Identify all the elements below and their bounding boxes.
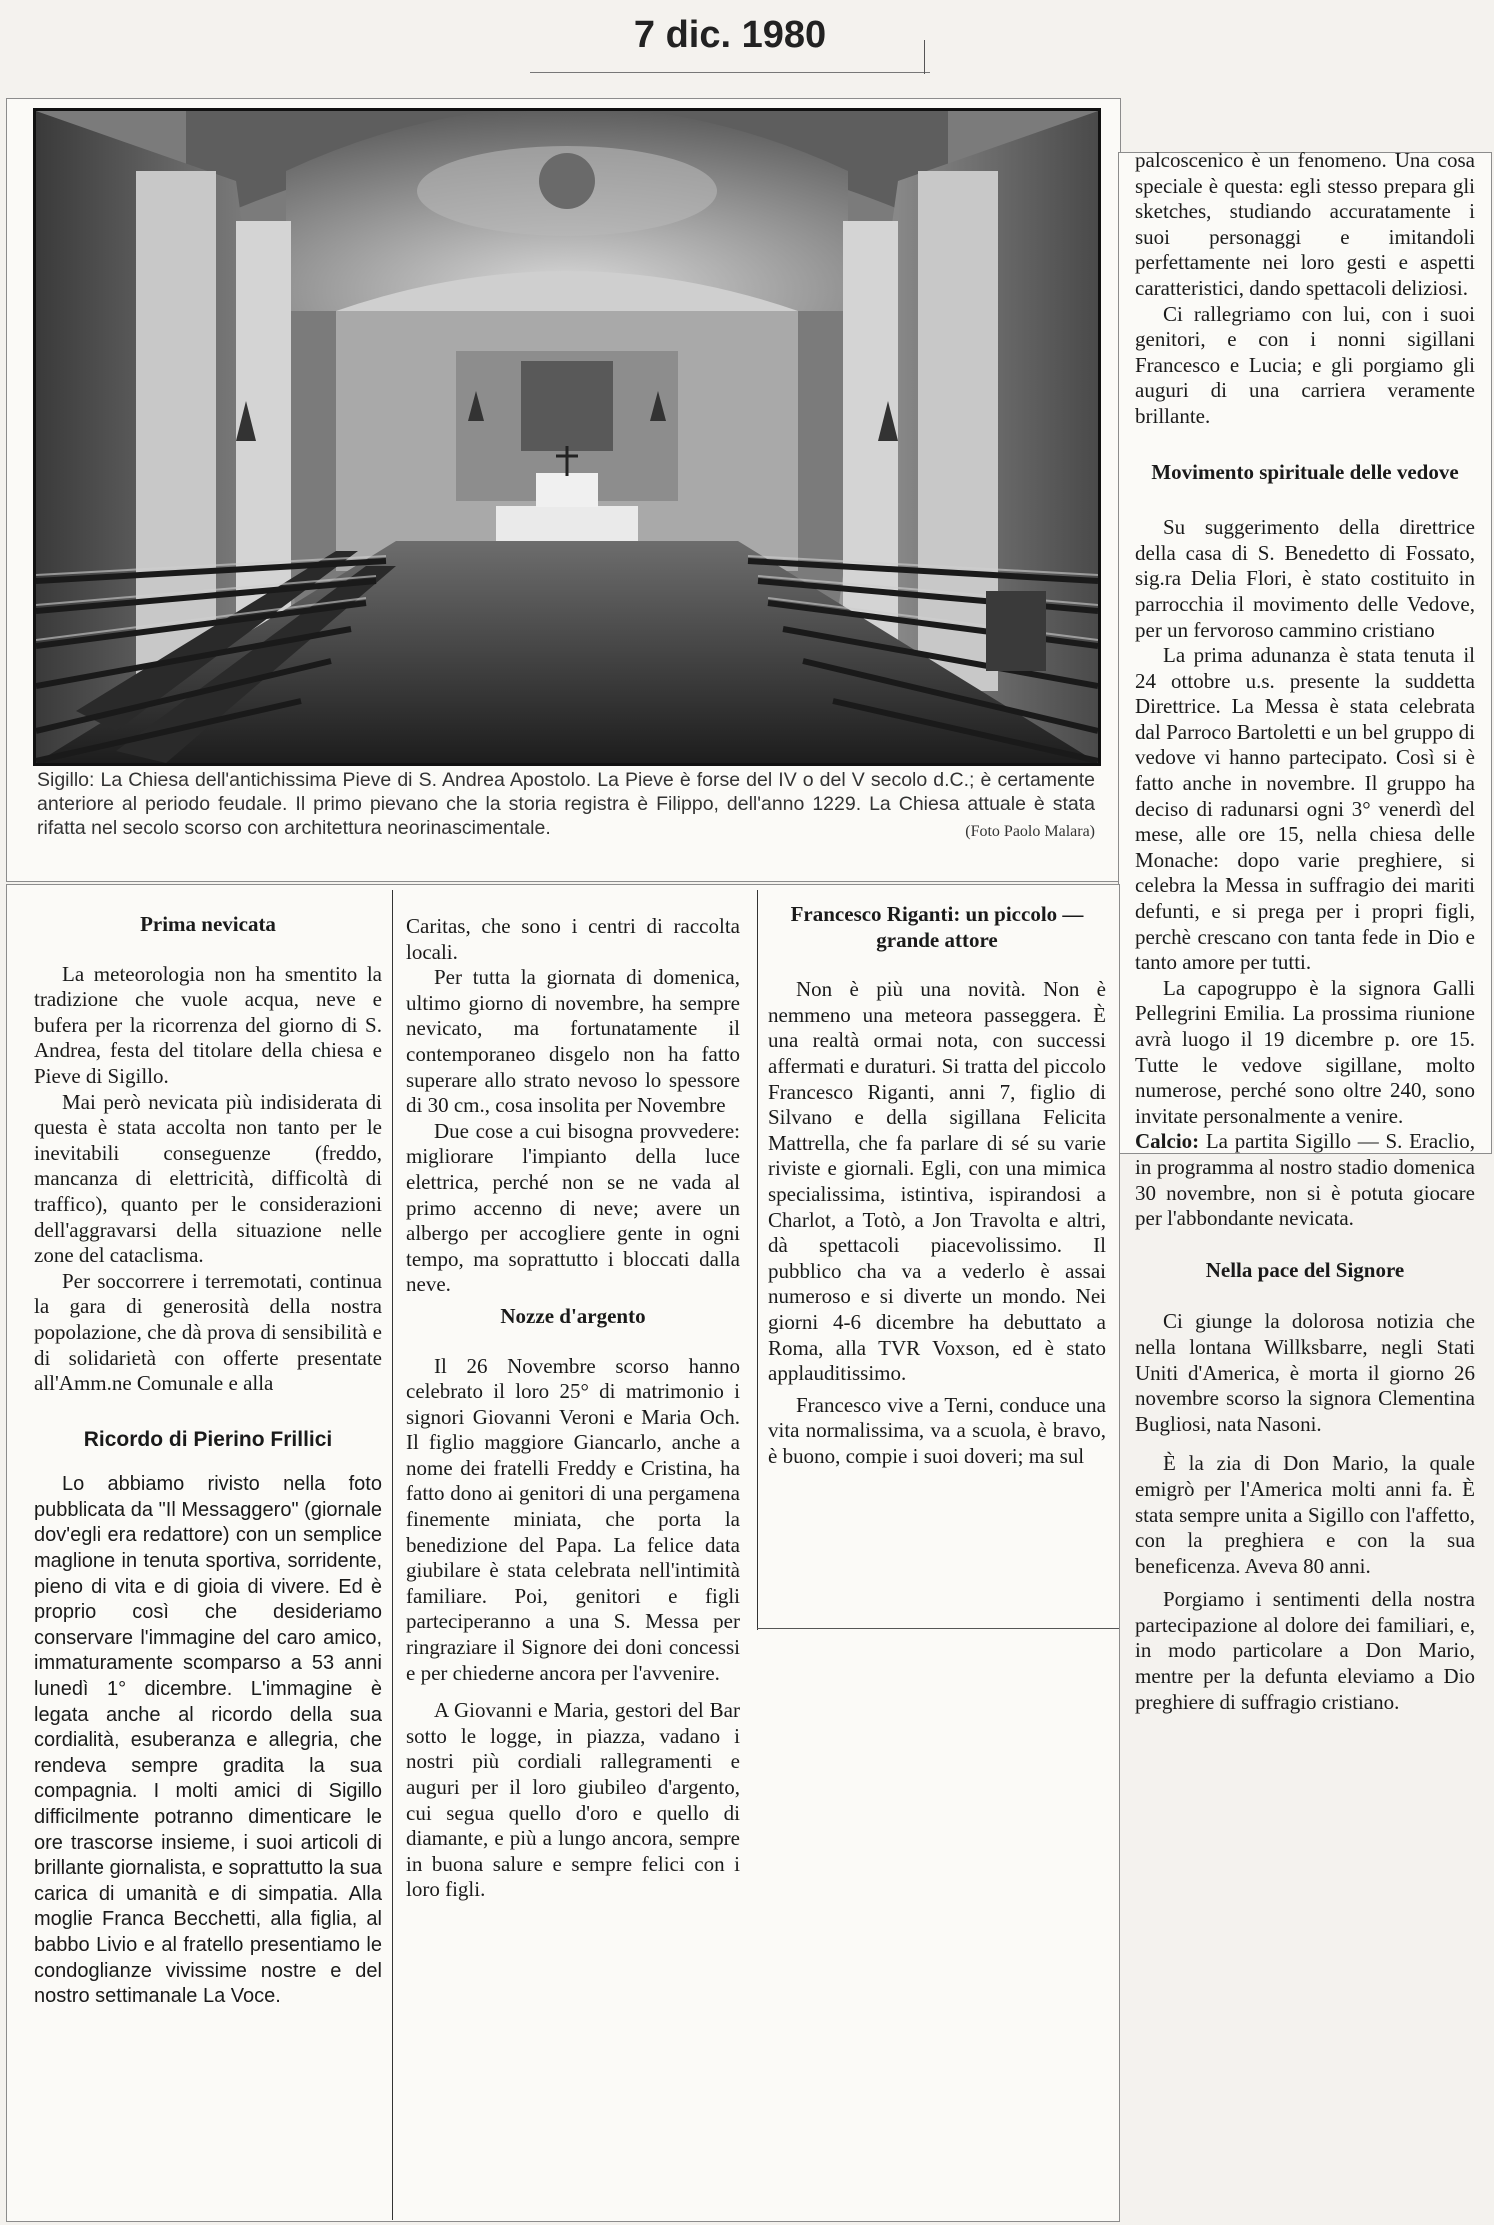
divider (924, 40, 925, 74)
paragraph: Francesco vive a Terni, conduce una vita normalissima, va a scuola, è bravo, è buono, compie i suoi doveri; ma sul (768, 1392, 1106, 1468)
paragraph: Ci rallegriamo con lui, con i suoi genitori, e con i nonni sigillani Francesco e Lucia; e gli porgiamo gli auguri di una carriera veramente brillante. (1135, 301, 1475, 428)
paragraph: Per tutta la giornata di domenica, ultimo giorno di novembre, ha sempre nevicato, ma fortunatamente il contemporaneo disgelo non ha fatto superare allo strato nevoso lo spessore di 30 cm., cosa insolita per Novembre (406, 965, 740, 1118)
riganti-continuation (1135, 148, 1475, 1715)
paragraph: Il 26 Novembre scorso hanno celebrato il loro 25° di matrimonio i signori Giovanni Veroni e Maria Och. Il figlio maggiore Giancarlo, anche a nome dei fratelli Freddy e Cristina, ha fatto dono ai genitori di una pergamena finemente miniata, che porta la benedizione del Papa. La felice data giubilare è stata celebrata nell'intimità familiare. Poi, genitori e figli parteciperanno a una S. Messa per ringraziare il Signore dei doni concessi e per chiederne ancora per l'avvenire. (406, 1353, 740, 1685)
paragraph: Due cose a cui bisogna provvedere: migliorare l'impianto della luce elettrica, perché non se ne vada al primo accenno di neve; avere un albergo per accogliere gente in ogni tempo, ma soprattutto i bloccati dalla neve. (406, 1118, 740, 1297)
article-title-pace: Nella pace del Signore (1205, 1257, 1405, 1282)
church-interior-photo (33, 108, 1101, 766)
column-2 (406, 914, 740, 1903)
calcio-text: La partita Sigillo — S. Eraclio, in programma al nostro stadio domenica 30 novembre, non si è potuta giocare per l'abbondante nevicata. (1135, 1129, 1475, 1231)
calcio-paragraph (1135, 1129, 1475, 1231)
paragraph: Per soccorrere i terremotati, continua la gara di generosità della nostra popolazione, che dà prova di sensibilità e di solidarietà con offerte presentate all'Amm.ne Comunale e alla (34, 1268, 382, 1396)
photo-caption (37, 768, 1095, 840)
paragraph: palcoscenico è un fenomeno. Una cosa speciale è questa: egli stesso prepara gli sketches, studiando accuratamente i suoi personaggi e imitandoli perfettamente nei loro gesti e aspetti caratteristici, dando spettacoli deliziosi. (1135, 148, 1475, 300)
article-title-ricordo: Ricordo di Pierino Frillici (83, 1427, 333, 1451)
article-title-nozze: Nozze d'argento (500, 1303, 646, 1328)
caption-text: Sigillo: La Chiesa dell'antichissima Pieve di S. Andrea Apostolo. La Pieve è forse del IV o del V secolo d.C.; è certamente anteriore al periodo feudale. Il primo pievano che la storia registra è Filippo, dell'anno 1229. La Chiesa attuale è stata rifatta nel secolo scorso con architettura neorinascimentale. (37, 769, 1095, 839)
column-rule (757, 1628, 1119, 1629)
article-title-prima-nevicata: Prima nevicata (140, 912, 276, 936)
paragraph: Porgiamo i sentimenti della nostra partecipazione al dolore dei familiari, e, in modo particolare a Don Mario, mentre per la defunta eleviamo a Dio preghiere di suffragio cristiano. (1135, 1587, 1475, 1714)
paragraph: Caritas, che sono i centri di raccolta locali. (406, 914, 740, 964)
paragraph: È la zia di Don Mario, la quale emigrò per l'America molti anni fa. È stata sempre unita a Sigillo con l'affetto, con la preghiera e con la sua beneficenza. Aveva 80 anni. (1135, 1451, 1475, 1578)
photo-credit: (Foto Paolo Malara) (965, 823, 1095, 840)
column-rule (757, 890, 758, 1630)
column-3 (768, 902, 1106, 1469)
paragraph: Lo abbiamo rivisto nella foto pubblicata da "Il Messaggero" (giornale dov'egli era redattore) con un semplice maglione in tenuta sportiva, sorridente, pieno di vita e di gioia di vivere. Ed è proprio così che desideriamo conservare l'immagine del caro amico, immaturamente scomparso a 53 anni lunedì 1° dicembre. L'immagine è legata anche al ricordo della sua cordialità, esuberanza e allegria, che rendeva sempre gradita la sua compagnia. I molti amici di Sigillo difficilmente potranno dimenticare le ore trascorse insieme, i suoi articoli di brillante giornalista, e soprattutto la sua carica di umanità e di simpatia. Alla moglie Franca Becchetti, alla figlia, al babbo Livio e al fratello presentiamo le condoglianze vivissime nostre e del nostro settimanale La Voce. (34, 1473, 382, 2008)
article-title-vedove: Movimento spirituale delle vedove (1151, 459, 1459, 484)
clipping-date: 7 dic. 1980 (530, 4, 930, 73)
paragraph: La capogruppo è la signora Galli Pellegrini Emilia. La prossima riunione avrà luogo il 19 dicembre p. ore 15. Tutte le vedove sigillane, molto numerose, perché sono oltre 240, sono invitate personalmente a venire. (1135, 975, 1475, 1128)
paragraph: Mai però nevicata più indisiderata di questa è stata accolta non tanto per le inevitabili conseguenze (freddo, mancanza di elettricità, difficoltà di traffico), quanto per le considerazioni dell'aggravarsi della situazione nelle zone del cataclisma. (34, 1089, 382, 1268)
article-title-riganti: Francesco Riganti: un piccolo — grande attore (790, 902, 1084, 952)
paragraph: Ci giunge la dolorosa notizia che nella lontana Willksbarre, negli Stati Uniti d'America, è morta il giorno 26 novembre scorso la signora Clementina Bugliosi, nata Nasoni. (1135, 1309, 1475, 1436)
calcio-label: Calcio: (1135, 1129, 1200, 1154)
column-1 (34, 912, 382, 2010)
paragraph: A Giovanni e Maria, gestori del Bar sotto le logge, in piazza, vadano i nostri più cordiali rallegramenti e auguri per il loro giubileo d'argento, cui segua quello d'oro e quello di diamante, e più a lungo ancora, sempre in buona salure e sempre felici con i loro figli. (406, 1698, 740, 1902)
column-rule (392, 890, 393, 2220)
paragraph: Su suggerimento della direttrice della casa di S. Benedetto di Fossato, sig.ra Delia Flori, è stato costituito in parrocchia il movimento delle Vedove, per un fervoroso cammino cristiano (1135, 515, 1475, 642)
paragraph: La prima adunanza è stata tenuta il 24 ottobre u.s. presente la suddetta Direttrice. La Messa è stata celebrata dal Parroco Bartoletti e un bel gruppo di vedove vi hanno partecipato. Così si è fatto anche in novembre. Il gruppo ha deciso di radunarsi ogni 3° venerdì del mese, alle ore 15, nella chiesa delle Monache: dopo varie preghiere, si celebra la Messa in suffragio dei mariti defunti, e si prega per i propri figli, perchè crescano con tanta fede in Dio e tanto amore per tutti. (1135, 643, 1475, 975)
paragraph: Non è più una novità. Non è nemmeno una meteora passeggera. È una realtà ormai nota, con successi affermati e duraturi. Si tratta del piccolo Francesco Riganti, anni 7, figlio di Silvano e della sigillana Felicita Mattrella, che fa parlare di sé su varie riviste e giornali. Egli, con una mimica specialissima, istintiva, ispirandosi a Charlot, a Totò, a Jon Travolta e altri, dà spettacoli piacevolissimo. Il pubblico cha va a vederlo è assai numeroso e si diverte un mondo. Nei giorni 4-6 dicembre ha debuttato a Roma, alla TVR Voxson, ed è stato applauditissimo. (768, 977, 1106, 1386)
paragraph: La meteorologia non ha smentito la tradizione che vuole acqua, neve e bufera per la ricorrenza del giorno di S. Andrea, festa del titolare della chiesa e Pieve di Sigillo. (34, 961, 382, 1088)
